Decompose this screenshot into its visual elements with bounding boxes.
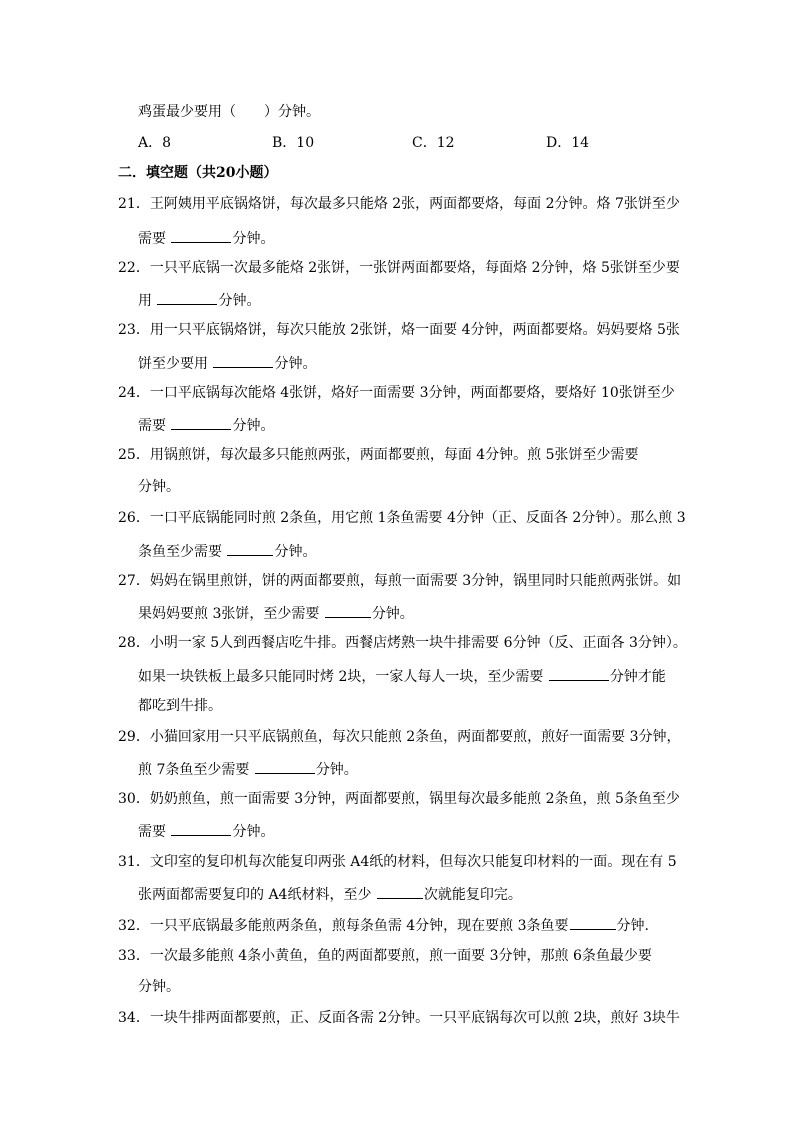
question-text: 分钟。 (218, 293, 261, 309)
question-text: 分钟。 (138, 979, 180, 995)
answer-blank[interactable] (171, 414, 231, 430)
question-text: 分钟. (616, 918, 649, 934)
question-text: 一口平底锅每次能烙 4张饼，烙好一面需要 3分钟，两面都要烙，要烙好 10张饼至少 (149, 385, 675, 401)
question-text: 用锅煎饼，每次最多只能煎两张，两面都要煎，每面 4分钟。煎 5张饼至少需要 (149, 447, 639, 463)
question-27-line2 (138, 602, 414, 622)
question-text: 分钟才能 (609, 669, 666, 685)
option-a: A．8 (138, 135, 172, 151)
question-text: 需要 (138, 418, 171, 434)
question-number: 33． (118, 948, 150, 964)
answer-blank[interactable] (213, 352, 273, 368)
question-31 (118, 852, 677, 872)
question-28-line3: 都吃到牛排。 (138, 698, 222, 714)
question-text: 饼至少要用 (138, 356, 213, 372)
question-34 (118, 1008, 680, 1028)
question-30 (118, 789, 680, 809)
question-text: 分钟。 (138, 479, 180, 495)
question-text: 一块牛排两面都要煎，正、反面各需 2分钟。一只平底锅每次可以煎 2块，煎好 3块牛 (149, 1010, 680, 1026)
option-c: C．12 (412, 135, 455, 151)
answer-blank[interactable] (255, 758, 315, 774)
question-24 (118, 383, 675, 403)
question-text: 分钟。 (232, 231, 275, 247)
question-text: 需要 (138, 231, 171, 247)
answer-blank[interactable] (570, 914, 616, 930)
question-text: 用一只平底锅烙饼，每次只能放 2张饼，烙一面要 4分钟，两面都要烙。妈妈要烙 5张 (149, 322, 680, 338)
option-b: B．10 (272, 135, 315, 151)
question-31-line2 (138, 883, 522, 903)
question-text: 小明一家 5人到西餐店吃牛排。西餐店烤熟一块牛排需要 6分钟（反、正面各 3分钟）。 (149, 635, 687, 651)
answer-blank[interactable] (171, 227, 231, 243)
question-number: 21． (118, 196, 150, 212)
prev-question-continuation: 鸡蛋最少要用（ ）分钟。 (138, 104, 320, 120)
answer-blank[interactable] (171, 820, 231, 836)
question-number: 22． (118, 260, 150, 276)
question-23-line2 (138, 352, 316, 372)
question-number: 32． (118, 918, 150, 934)
question-number: 30． (118, 791, 150, 807)
question-text: 一次最多能煎 4条小黄鱼，鱼的两面都要煎，煎一面要 3分钟，那煎 6条鱼最少要 (149, 948, 652, 964)
question-text: 小猫回家用一只平底锅煎鱼，每次只能煎 2条鱼，两面都要煎，煎好一面需要 3分钟， (149, 729, 681, 745)
question-27 (118, 571, 681, 591)
question-22-line2 (138, 289, 260, 309)
answer-blank[interactable] (549, 665, 609, 681)
question-number: 34． (118, 1010, 150, 1026)
question-number: 29． (118, 729, 150, 745)
question-number: 31． (118, 854, 150, 870)
question-29-line2 (138, 758, 358, 778)
question-21-line2 (138, 227, 274, 247)
question-28 (118, 633, 687, 653)
question-text: 一只平底锅最多能煎两条鱼，煎每条鱼需 4分钟，现在要煎 3条鱼要 (149, 918, 569, 934)
answer-blank[interactable] (377, 883, 423, 899)
question-text: 次就能复印完。 (423, 887, 522, 903)
answer-blank[interactable] (157, 289, 217, 305)
question-25 (118, 445, 639, 465)
question-text: 一只平底锅一次最多能烙 2张饼，一张饼两面都要烙，每面烙 2分钟，烙 5张饼至少要 (149, 260, 680, 276)
question-26-line2 (138, 540, 316, 560)
question-number: 24． (118, 385, 150, 401)
question-text: 条鱼至少需要 (138, 544, 227, 560)
question-32 (118, 914, 649, 934)
question-number: 23． (118, 322, 150, 338)
question-text: 果妈妈要煎 3张饼，至少需要 (138, 606, 324, 622)
question-text: 分钟。 (371, 606, 414, 622)
question-text: 分钟。 (232, 824, 275, 840)
question-number: 25． (118, 447, 150, 463)
question-number: 26． (118, 510, 150, 526)
question-number: 27． (118, 573, 150, 589)
question-29 (118, 727, 681, 747)
question-text: 王阿姨用平底锅烙饼，每次最多只能烙 2张，两面都要烙，每面 2分钟。烙 7张饼至少 (149, 196, 680, 212)
question-text: 张两面都需要复印的 A4纸材料，至少 (138, 887, 376, 903)
question-30-line2 (138, 820, 274, 840)
answer-blank[interactable] (325, 602, 371, 618)
answer-blank[interactable] (227, 540, 273, 556)
question-33-line2 (138, 977, 180, 997)
question-text: 奶奶煎鱼，煎一面需要 3分钟，两面都要煎，锅里每次最多能煎 2条鱼，煎 5条鱼至少 (149, 791, 680, 807)
section-title: 二．填空题（共20小题） (118, 165, 278, 181)
question-33 (118, 946, 652, 966)
question-text: 分钟。 (274, 544, 317, 560)
question-text: 一口平底锅能同时煎 2条鱼，用它煎 1条鱼需要 4分钟（正、反面各 2分钟）。那么煎 3 (149, 510, 686, 526)
question-text: 妈妈在锅里煎饼，饼的两面都要煎，每煎一面需要 3分钟，锅里同时只能煎两张饼。如 (149, 573, 682, 589)
question-25-line2 (138, 477, 180, 497)
question-23 (118, 320, 680, 340)
question-22 (118, 258, 680, 278)
question-24-line2 (138, 414, 274, 434)
question-28-line2 (138, 665, 666, 685)
option-d: D．14 (546, 135, 590, 151)
question-26 (118, 508, 686, 528)
question-text: 文印室的复印机每次能复印两张 A4纸的材料，但每次只能复印材料的一面。现在有 5 (149, 854, 677, 870)
question-text: 如果一块铁板上最多只能同时烤 2块，一家人每人一块，至少需要 (138, 669, 548, 685)
question-text: 需要 (138, 824, 171, 840)
question-text: 用 (138, 293, 157, 309)
question-text: 分钟。 (232, 418, 275, 434)
question-text: 煎 7条鱼至少需要 (138, 762, 254, 778)
question-number: 28． (118, 635, 150, 651)
question-text: 分钟。 (274, 356, 317, 372)
question-text: 分钟。 (315, 762, 358, 778)
question-21 (118, 194, 680, 214)
